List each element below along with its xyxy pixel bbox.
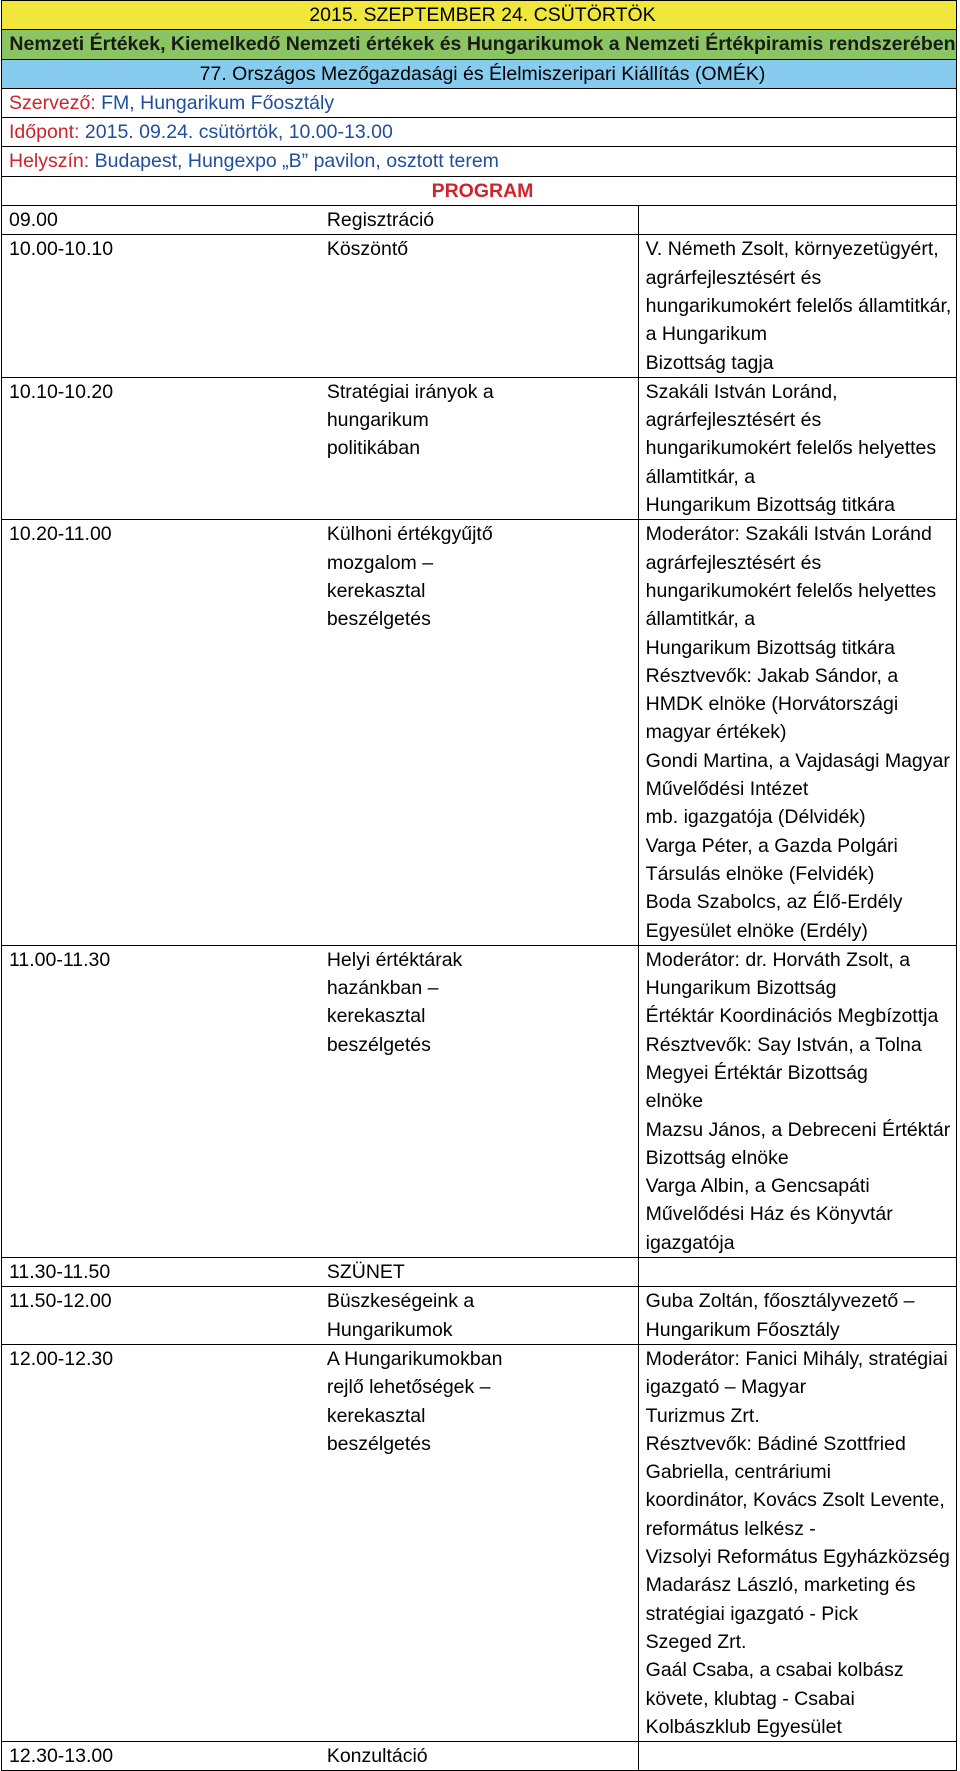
venue-row (2, 147, 957, 176)
participant-line: koordinátor, Kovács Zsolt Levente, református lelkész - (645, 1489, 945, 1540)
participant-line: Varga Albin, a Gencsapáti Művelődési Ház és Könyvtár (645, 1175, 893, 1226)
participant-line: V. Németh Zsolt, környezetügyért, agrárfejlesztésért és (645, 238, 939, 289)
schedule-time: 09.00 (2, 206, 320, 235)
schedule-topic (320, 377, 638, 519)
schedule-time: 12.30-13.00 (2, 1742, 320, 1771)
participant-line: Boda Szabolcs, az Élő-Erdély Egyesület elnöke (Erdély) (645, 891, 903, 942)
topic-line: Köszöntő (326, 238, 409, 261)
participant-line: Hungarikum Bizottság titkára (645, 494, 895, 517)
topic-line: kerekasztal (326, 579, 426, 602)
participant-line: Szeged Zrt. (645, 1630, 747, 1653)
schedule-time: 10.00-10.10 (2, 235, 320, 377)
venue-info (2, 147, 957, 176)
topic-line: beszélgetés (326, 1432, 431, 1455)
schedule-row (2, 945, 957, 1257)
schedule-participants (638, 1742, 956, 1771)
participant-line: Turizmus Zrt. (645, 1404, 760, 1427)
schedule-topic (320, 520, 638, 945)
participant-line: Moderátor: Szakáli István Loránd agrárfejlesztésért és (645, 523, 932, 574)
participant-line: Bizottság tagja (645, 351, 774, 374)
schedule-participants (638, 206, 956, 235)
event-name-row (2, 59, 957, 88)
schedule-topic (320, 1344, 638, 1741)
participant-line: Résztvevők: Jakab Sándor, a HMDK elnöke (Horvátországi (645, 664, 899, 716)
participant-line: hungarikumokért felelős helyettes államtitkár, a (645, 437, 937, 488)
time-info (2, 118, 957, 147)
topic-line: Külhoni értékgyűjtő (326, 523, 493, 546)
participant-line: Gondi Martina, a Vajdasági Magyar Művelődési Intézet (645, 749, 950, 801)
topic-line: kerekasztal (326, 1005, 426, 1028)
time-label: Időpont: (9, 121, 80, 144)
schedule-participants (638, 520, 956, 945)
topic-line: Konzultáció (326, 1745, 428, 1768)
program-document (1, 0, 959, 1771)
topic-line: SZÜNET (326, 1261, 405, 1284)
participant-line: hungarikumokért felelős államtitkár, a Hungarikum (645, 294, 952, 346)
topic-line: Hungarikumok (326, 1318, 453, 1341)
participant-line: magyar értékek) (645, 721, 787, 744)
participant-line: igazgatója (645, 1231, 735, 1254)
schedule-participants (638, 235, 956, 377)
schedule-time: 11.00-11.30 (2, 945, 320, 1257)
participant-line: Moderátor: Fanici Mihály, stratégiai igazgató – Magyar (645, 1347, 948, 1399)
topic-line: beszélgetés (326, 608, 431, 631)
schedule-topic (320, 1287, 638, 1345)
schedule-participants (638, 1344, 956, 1741)
organizer-label: Szervező: (9, 91, 96, 114)
topic-line: Regisztráció (326, 209, 435, 232)
participant-line: Szakáli István Loránd, agrárfejlesztésért és (645, 380, 838, 432)
organizer-info (2, 88, 957, 117)
schedule-row (2, 520, 957, 945)
title-row (2, 30, 957, 59)
program-heading-row (2, 176, 957, 205)
participant-line: mb. igazgatója (Délvidék) (645, 806, 866, 829)
event-date: 2015. SZEPTEMBER 24. CSÜTÖRTÖK (2, 1, 957, 30)
topic-line: hungarikum (326, 409, 429, 432)
participant-line: Résztvevők: Say István, a Tolna Megyei Értéktár Bizottság (645, 1033, 922, 1084)
schedule-row (2, 206, 957, 235)
program-table (1, 0, 957, 1771)
schedule-participants (638, 945, 956, 1257)
participant-line: Madarász László, marketing és stratégiai igazgató - Pick (645, 1574, 916, 1625)
organizer-value: FM, Hungarikum Főosztály (101, 91, 335, 114)
schedule-topic (320, 206, 638, 235)
schedule-row (2, 1287, 957, 1345)
topic-line: Helyi értéktárak (326, 948, 463, 971)
schedule-topic (320, 1258, 638, 1287)
topic-line: beszélgetés (326, 1033, 431, 1056)
venue-value: Budapest, Hungexpo „B” pavilon, osztott terem (94, 150, 499, 173)
schedule-time: 11.30-11.50 (2, 1258, 320, 1287)
schedule-row (2, 235, 957, 377)
topic-line: hazánkban – (326, 977, 439, 1000)
participant-line: Moderátor: dr. Horváth Zsolt, a Hungarikum Bizottság (645, 948, 911, 1000)
event-title: Nemzeti Értékek, Kiemelkedő Nemzeti értékek és Hungarikumok a Nemzeti Értékpiramis rendszerében (2, 30, 957, 59)
participant-line: Gaál Csaba, a csabai kolbász követe, klubtag - Csabai (645, 1659, 904, 1710)
participant-line: Varga Péter, a Gazda Polgári Társulás elnöke (Felvidék) (645, 834, 898, 885)
schedule-time: 10.20-11.00 (2, 520, 320, 945)
participant-line: Guba Zoltán, főosztályvezető – Hungarikum Főosztály (645, 1290, 915, 1341)
participant-line: Résztvevők: Bádiné Szottfried Gabriella, centráriumi (645, 1432, 906, 1484)
schedule-participants (638, 1258, 956, 1287)
schedule-row (2, 1258, 957, 1287)
schedule-time: 12.00-12.30 (2, 1344, 320, 1741)
topic-line: mozgalom – (326, 551, 434, 574)
schedule-participants (638, 377, 956, 519)
participant-line: Hungarikum Bizottság titkára (645, 636, 895, 659)
topic-line: Büszkeségeink a (326, 1290, 475, 1313)
schedule-topic (320, 945, 638, 1257)
participant-line: Mazsu János, a Debreceni Értéktár Bizottság elnöke (645, 1118, 951, 1169)
topic-line: politikában (326, 437, 421, 460)
participant-line: Kolbászklub Egyesület (645, 1715, 842, 1738)
topic-line: Stratégiai irányok a (326, 380, 494, 403)
schedule-topic (320, 1742, 638, 1771)
organizer-row (2, 88, 957, 117)
time-value: 2015. 09.24. csütörtök, 10.00-13.00 (84, 121, 393, 144)
participant-line: Értéktár Koordinációs Megbízottja (645, 1005, 939, 1028)
participant-line: elnöke (645, 1090, 704, 1113)
venue-label: Helyszín: (9, 150, 90, 173)
participant-line: hungarikumokért felelős helyettes államtitkár, a (645, 579, 937, 631)
event-name: 77. Országos Mezőgazdasági és Élelmiszeripari Kiállítás (OMÉK) (2, 59, 957, 88)
schedule-topic (320, 235, 638, 377)
topic-line: A Hungarikumokban (326, 1347, 503, 1370)
date-row (2, 1, 957, 30)
topic-line: rejlő lehetőségek – (326, 1376, 491, 1399)
schedule-time: 11.50-12.00 (2, 1287, 320, 1345)
schedule-time: 10.10-10.20 (2, 377, 320, 519)
schedule-row (2, 377, 957, 519)
schedule-participants (638, 1287, 956, 1345)
program-heading: PROGRAM (2, 176, 957, 205)
time-row (2, 118, 957, 147)
schedule-row (2, 1344, 957, 1741)
participant-line: Vizsolyi Református Egyházközség (645, 1546, 950, 1569)
topic-line: kerekasztal (326, 1404, 426, 1427)
schedule-row (2, 1742, 957, 1771)
